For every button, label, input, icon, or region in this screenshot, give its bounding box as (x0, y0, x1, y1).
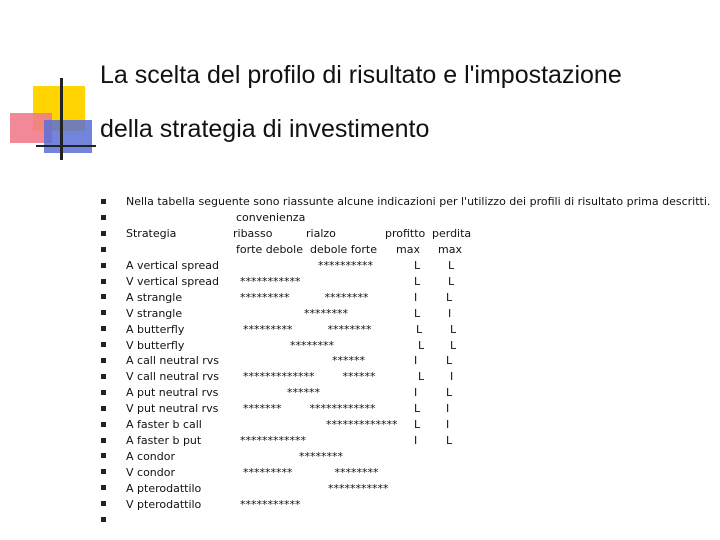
bullet-marker (101, 517, 106, 522)
row-strategy-name: A faster b call (126, 418, 202, 431)
row-loss-max: I (450, 370, 454, 384)
bullet-marker (101, 199, 106, 204)
decor-blue-square (44, 120, 92, 153)
bullet-marker (101, 263, 106, 268)
row-profit-max: L (418, 370, 425, 384)
row-profit-max: L (414, 306, 421, 320)
row-strategy-name: V pterodattilo (126, 497, 202, 511)
row-strategy-name: V call neutral rvs (126, 370, 220, 384)
row-strategy-name: A put neutral rvs (126, 386, 219, 400)
row-strategy-name: V condor (126, 465, 176, 479)
row-stars: ********* ******** (243, 465, 379, 479)
bullet-marker (101, 406, 106, 411)
bullet-marker (101, 358, 106, 363)
bullet-marker (101, 422, 106, 427)
header-profitto: profitto (385, 227, 426, 240)
row-strategy-name: A butterfly (126, 322, 185, 336)
slide-title (100, 48, 700, 156)
row-loss-max: L (448, 274, 455, 288)
row-stars: ****** (287, 386, 320, 400)
bullet-marker (101, 438, 106, 443)
row-loss-max: L (446, 354, 453, 368)
header-convenienza: convenienza (236, 211, 306, 224)
row-profit-max: L (416, 322, 423, 336)
row-stars: *********** (240, 274, 301, 288)
row-profit-max: L (414, 418, 421, 431)
row-stars: ************* (326, 418, 398, 431)
row-loss-max: L (450, 322, 457, 336)
row-loss-max: L (446, 386, 453, 400)
row-strategy-name: A vertical spread (126, 259, 220, 272)
header-perdita: perdita (432, 227, 472, 240)
row-strategy-name: V vertical spread (126, 274, 220, 288)
row-profit-max: I (414, 354, 418, 368)
row-strategy-name: V butterfly (126, 338, 185, 352)
decor-horizontal-line (36, 145, 96, 147)
row-loss-max: L (446, 433, 453, 447)
bullet-marker (101, 469, 106, 474)
intro-text: Nella tabella seguente sono riassunte alcune indicazioni per l'utilizzo dei profili di risultato prima descritti. (126, 195, 711, 208)
row-stars: ********** (318, 259, 373, 272)
row-stars: ****** (332, 354, 365, 368)
row-stars: ********* ******** (243, 322, 372, 336)
row-stars: ******** (290, 338, 334, 352)
row-loss-max: I (446, 418, 450, 431)
decor-vertical-line (60, 78, 63, 160)
row-strategy-name: A strangle (126, 290, 183, 304)
row-loss-max: L (448, 259, 455, 272)
bullet-marker (101, 326, 106, 331)
row-profit-max: L (414, 259, 421, 272)
header-sub: forte debole debole forte (236, 243, 377, 256)
row-loss-max: I (448, 306, 452, 320)
row-profit-max: L (418, 338, 425, 352)
header-rialzo: rialzo (306, 227, 336, 240)
bullet-marker (101, 453, 106, 458)
row-stars: ********* ******** (240, 290, 369, 304)
row-stars: ******* ************ (243, 402, 376, 416)
bullet-marker (101, 390, 106, 395)
slide-title-line2: della strategia di investimento (100, 115, 430, 143)
row-stars: *********** (328, 481, 389, 495)
header-max-1: max (396, 243, 420, 256)
header-strategia: Strategia (126, 227, 177, 240)
row-strategy-name: V put neutral rvs (126, 402, 219, 416)
row-profit-max: I (414, 433, 418, 447)
row-stars: *********** (240, 497, 301, 511)
slide-title-line1: La scelta del profilo di risultato e l'impostazione (100, 61, 622, 89)
bullet-marker (101, 231, 106, 236)
row-profit-max: I (414, 386, 418, 400)
bullet-marker (101, 485, 106, 490)
bullet-marker (101, 247, 106, 252)
row-stars: ************* ****** (243, 370, 376, 384)
bullet-marker (101, 374, 106, 379)
bullet-marker (101, 215, 106, 220)
row-strategy-name: A pterodattilo (126, 481, 202, 495)
row-loss-max: L (446, 290, 453, 304)
bullet-marker (101, 294, 106, 299)
row-stars: ******** (304, 306, 348, 320)
row-loss-max: L (450, 338, 457, 352)
row-loss-max: I (446, 402, 450, 416)
row-strategy-name: A faster b put (126, 433, 202, 447)
row-strategy-name: A call neutral rvs (126, 354, 220, 368)
bullet-marker (101, 342, 106, 347)
row-strategy-name: A condor (126, 449, 176, 463)
bullet-marker (101, 310, 106, 315)
row-stars: ******** (299, 449, 343, 463)
bullet-marker (101, 279, 106, 284)
row-profit-max: L (414, 274, 421, 288)
header-max-2: max (438, 243, 462, 256)
row-profit-max: L (414, 402, 421, 416)
row-stars: ************ (240, 433, 306, 447)
header-ribasso: ribasso (233, 227, 273, 240)
bullet-marker (101, 501, 106, 506)
row-strategy-name: V strangle (126, 306, 183, 320)
row-profit-max: I (414, 290, 418, 304)
